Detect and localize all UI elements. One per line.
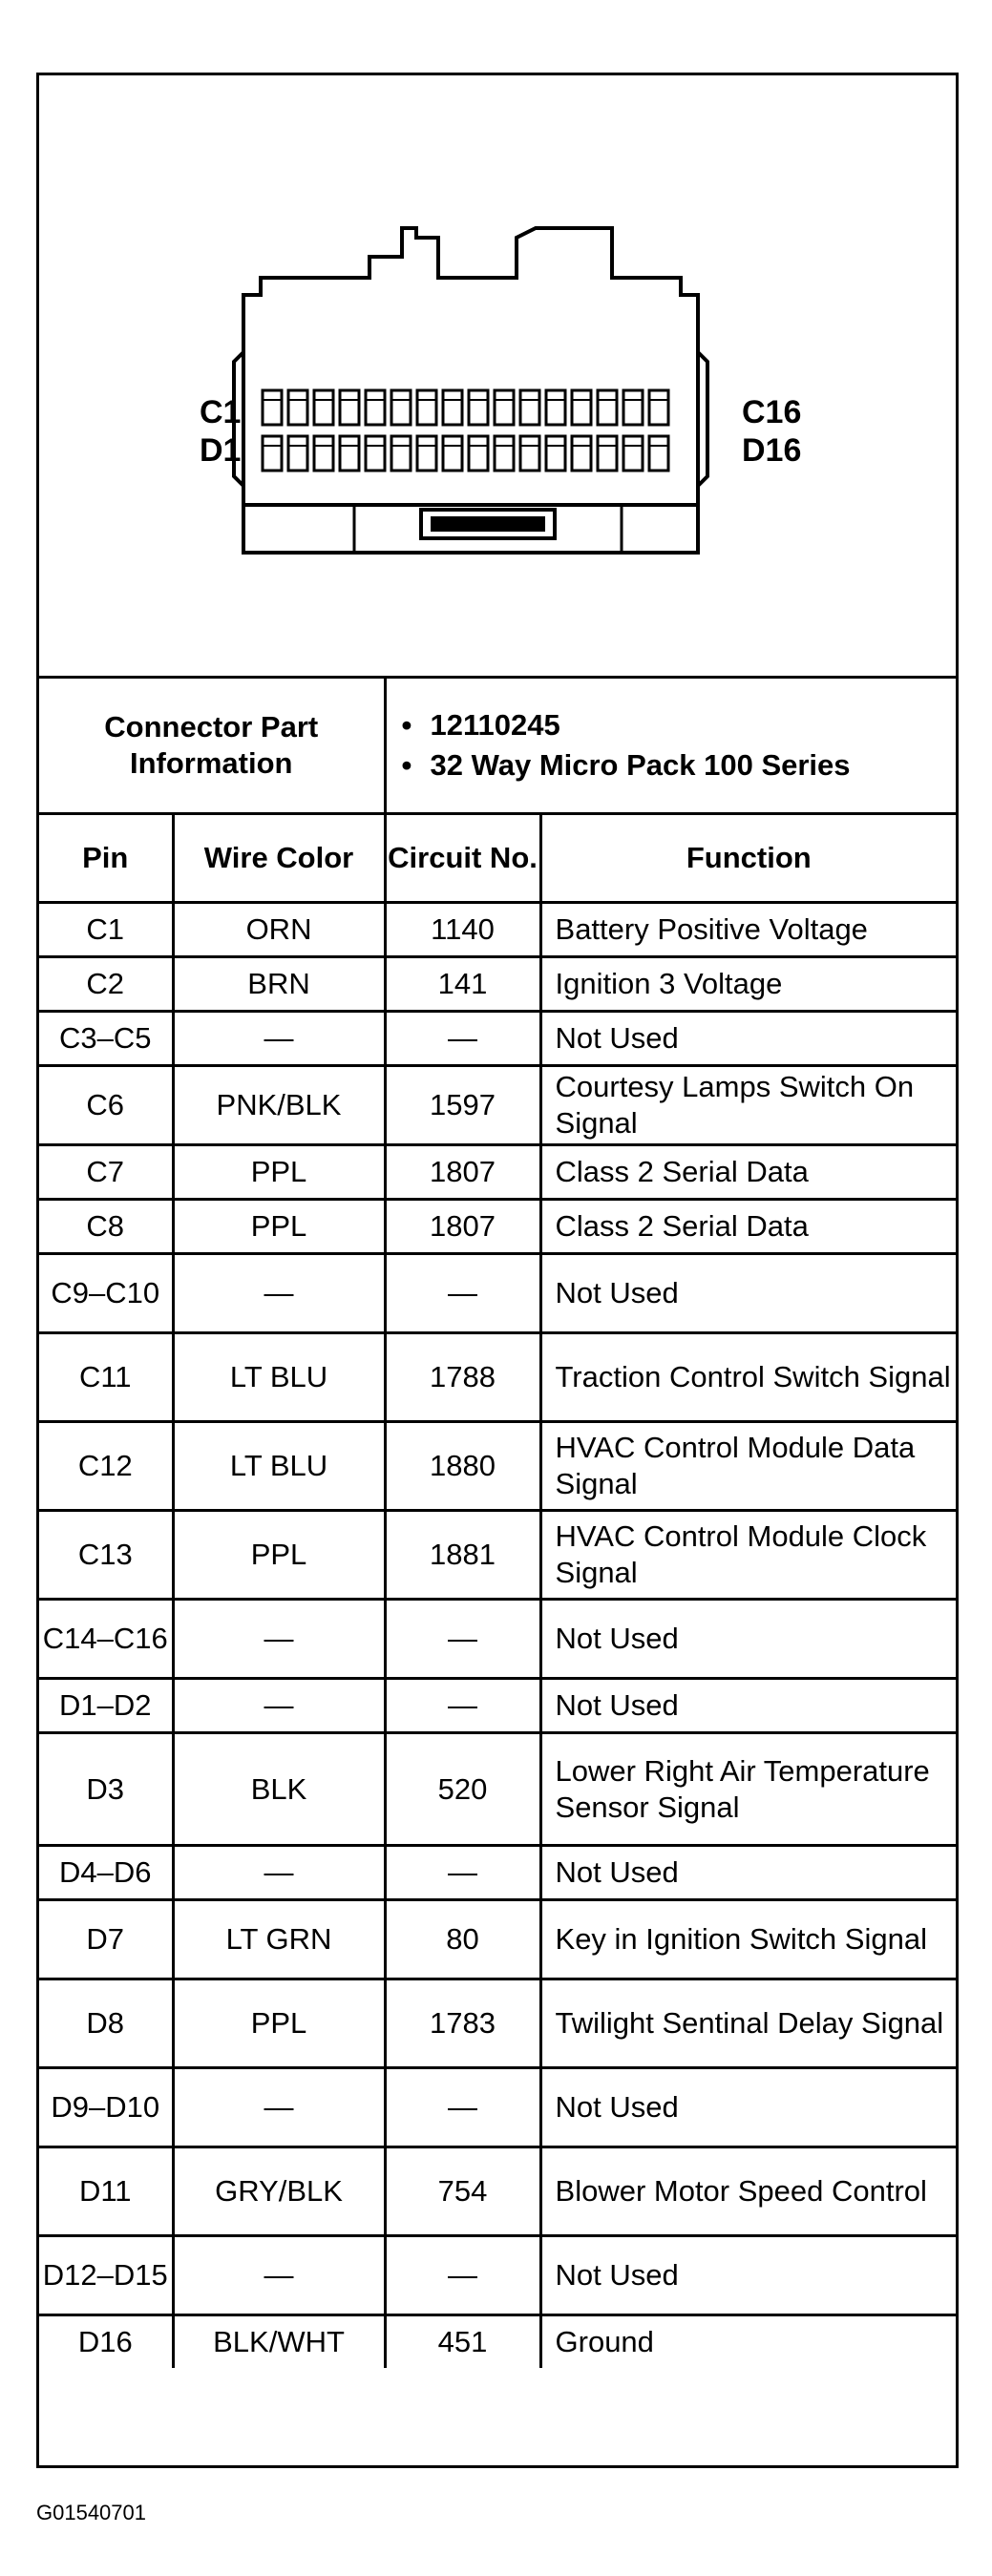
- function-cell: Not Used: [540, 1846, 956, 1900]
- pin-cell: D8: [39, 1979, 173, 2068]
- wire-color-cell: —: [173, 1600, 385, 1679]
- pin-cell: C2: [39, 957, 173, 1012]
- pin-cell: C3–C5: [39, 1012, 173, 1066]
- circuit-cell: 1597: [385, 1066, 540, 1145]
- pin-cell: C8: [39, 1200, 173, 1254]
- pin-cavity: [417, 390, 436, 425]
- pin-cavity: [598, 390, 617, 425]
- circuit-cell: —: [385, 1012, 540, 1066]
- circuit-cell: —: [385, 1846, 540, 1900]
- pin-cell: C6: [39, 1066, 173, 1145]
- circuit-cell: 754: [385, 2147, 540, 2236]
- table-row: [39, 1600, 956, 1679]
- circuit-cell: 1783: [385, 1979, 540, 2068]
- pin-cell: D7: [39, 1900, 173, 1979]
- pin-cavity: [623, 390, 643, 425]
- header-function: Function: [540, 814, 956, 903]
- pin-cavity: [340, 436, 359, 471]
- pin-label-c1: C1: [200, 394, 242, 430]
- wire-color-cell: —: [173, 1846, 385, 1900]
- connector-part-info-list: [385, 678, 956, 814]
- wire-color-cell: —: [173, 2236, 385, 2315]
- function-cell: Not Used: [540, 1679, 956, 1733]
- wire-color-cell: LT BLU: [173, 1333, 385, 1422]
- pin-cavity: [288, 390, 307, 425]
- table-row: [39, 1012, 956, 1066]
- connector-drawing: [39, 75, 956, 675]
- pin-cavity: [366, 390, 385, 425]
- table-row: [39, 1145, 956, 1200]
- function-cell: Not Used: [540, 1012, 956, 1066]
- pin-cavity: [263, 436, 282, 471]
- connector-part-info-label: Connector Part Information: [39, 678, 385, 814]
- wire-color-cell: BLK: [173, 1733, 385, 1846]
- pin-cavity: [391, 436, 411, 471]
- pin-cavity: [572, 390, 591, 425]
- circuit-cell: 141: [385, 957, 540, 1012]
- table-row: [39, 1900, 956, 1979]
- pin-cavity: [520, 390, 539, 425]
- pin-cavity: [649, 390, 668, 425]
- wire-color-cell: PNK/BLK: [173, 1066, 385, 1145]
- wire-color-cell: BRN: [173, 957, 385, 1012]
- circuit-cell: 1788: [385, 1333, 540, 1422]
- function-cell: Ignition 3 Voltage: [540, 957, 956, 1012]
- circuit-cell: 520: [385, 1733, 540, 1846]
- pin-cavity: [443, 390, 462, 425]
- pin-cavity: [314, 390, 333, 425]
- function-cell: Class 2 Serial Data: [540, 1145, 956, 1200]
- pin-cavity: [546, 390, 565, 425]
- circuit-cell: —: [385, 2236, 540, 2315]
- table-row: [39, 1422, 956, 1511]
- pin-cavity: [391, 390, 411, 425]
- table-row: [39, 957, 956, 1012]
- wire-color-cell: LT BLU: [173, 1422, 385, 1511]
- pin-cell: D9–D10: [39, 2068, 173, 2147]
- wire-color-cell: PPL: [173, 1979, 385, 2068]
- pin-cell: D12–D15: [39, 2236, 173, 2315]
- pin-function-table: [39, 676, 956, 2368]
- pin-cavity: [263, 390, 282, 425]
- function-cell: Blower Motor Speed Control: [540, 2147, 956, 2236]
- function-cell: Lower Right Air Temperature Sensor Signal: [540, 1733, 956, 1846]
- pin-cavity: [649, 436, 668, 471]
- header-pin: Pin: [39, 814, 173, 903]
- pin-cell: C1: [39, 903, 173, 957]
- table-row: [39, 2236, 956, 2315]
- function-cell: Key in Ignition Switch Signal: [540, 1900, 956, 1979]
- pin-cell: D1–D2: [39, 1679, 173, 1733]
- pin-cell: D16: [39, 2315, 173, 2369]
- connector-type: • 32 Way Micro Pack 100 Series: [396, 748, 957, 783]
- wire-color-cell: —: [173, 1679, 385, 1733]
- pin-cavity: [572, 436, 591, 471]
- table-row: [39, 1733, 956, 1846]
- pin-cell: D11: [39, 2147, 173, 2236]
- circuit-cell: —: [385, 2068, 540, 2147]
- pin-cavity: [520, 436, 539, 471]
- pin-cavity: [598, 436, 617, 471]
- pin-cavity: [314, 436, 333, 471]
- function-cell: Class 2 Serial Data: [540, 1200, 956, 1254]
- pin-cavity: [469, 390, 488, 425]
- function-cell: HVAC Control Module Clock Signal: [540, 1511, 956, 1600]
- table-row: [39, 1200, 956, 1254]
- table-row: [39, 1846, 956, 1900]
- pin-label-d16: D16: [742, 432, 802, 469]
- wire-color-cell: —: [173, 2068, 385, 2147]
- pin-label-c16: C16: [742, 394, 802, 430]
- table-row: [39, 1679, 956, 1733]
- wire-color-cell: PPL: [173, 1145, 385, 1200]
- circuit-cell: —: [385, 1600, 540, 1679]
- circuit-cell: 80: [385, 1900, 540, 1979]
- table-row: [39, 2315, 956, 2369]
- table-row: [39, 1254, 956, 1333]
- part-number: • 12110245: [396, 708, 957, 743]
- table-row: [39, 2147, 956, 2236]
- pin-cavity: [443, 436, 462, 471]
- connector-sheet: [36, 73, 959, 2468]
- circuit-cell: —: [385, 1679, 540, 1733]
- function-cell: Ground: [540, 2315, 956, 2369]
- pin-cavity: [366, 436, 385, 471]
- function-cell: Not Used: [540, 1254, 956, 1333]
- wire-color-cell: GRY/BLK: [173, 2147, 385, 2236]
- table-header-row: [39, 814, 956, 903]
- wire-color-cell: BLK/WHT: [173, 2315, 385, 2369]
- pin-cavity: [417, 436, 436, 471]
- circuit-cell: 1140: [385, 903, 540, 957]
- pin-cavity: [288, 436, 307, 471]
- connector-part-info-row: [39, 678, 956, 814]
- function-cell: Not Used: [540, 2236, 956, 2315]
- function-cell: Not Used: [540, 2068, 956, 2147]
- pin-cell: D4–D6: [39, 1846, 173, 1900]
- circuit-cell: 451: [385, 2315, 540, 2369]
- header-wire-color: Wire Color: [173, 814, 385, 903]
- pin-cell: C9–C10: [39, 1254, 173, 1333]
- table-row: [39, 903, 956, 957]
- pin-cell: C11: [39, 1333, 173, 1422]
- pin-cell: C12: [39, 1422, 173, 1511]
- wire-color-cell: PPL: [173, 1511, 385, 1600]
- header-circuit-no: Circuit No.: [385, 814, 540, 903]
- function-cell: Battery Positive Voltage: [540, 903, 956, 957]
- circuit-cell: 1881: [385, 1511, 540, 1600]
- pin-cavity: [623, 436, 643, 471]
- pin-cell: C13: [39, 1511, 173, 1600]
- pin-cavity: [469, 436, 488, 471]
- pin-cavity-grid: [263, 390, 668, 471]
- wire-color-cell: PPL: [173, 1200, 385, 1254]
- connector-diagram-panel: [39, 75, 956, 679]
- function-cell: Twilight Sentinal Delay Signal: [540, 1979, 956, 2068]
- wire-color-cell: —: [173, 1012, 385, 1066]
- table-row: [39, 1511, 956, 1600]
- function-cell: HVAC Control Module Data Signal: [540, 1422, 956, 1511]
- pin-cell: C14–C16: [39, 1600, 173, 1679]
- pin-cavity: [546, 436, 565, 471]
- pin-cavity: [495, 436, 514, 471]
- pin-cavity: [495, 390, 514, 425]
- table-row: [39, 1979, 956, 2068]
- pin-cell: C7: [39, 1145, 173, 1200]
- wire-color-cell: ORN: [173, 903, 385, 957]
- circuit-cell: 1880: [385, 1422, 540, 1511]
- figure-id: G01540701: [36, 2501, 146, 2524]
- circuit-cell: —: [385, 1254, 540, 1333]
- table-row: [39, 1066, 956, 1145]
- table-row: [39, 2068, 956, 2147]
- function-cell: Not Used: [540, 1600, 956, 1679]
- pin-label-d1: D1: [200, 432, 242, 469]
- function-cell: Courtesy Lamps Switch On Signal: [540, 1066, 956, 1145]
- circuit-cell: 1807: [385, 1145, 540, 1200]
- function-cell: Traction Control Switch Signal: [540, 1333, 956, 1422]
- pin-cavity: [340, 390, 359, 425]
- pin-cell: D3: [39, 1733, 173, 1846]
- wire-color-cell: —: [173, 1254, 385, 1333]
- circuit-cell: 1807: [385, 1200, 540, 1254]
- wire-color-cell: LT GRN: [173, 1900, 385, 1979]
- table-row: [39, 1333, 956, 1422]
